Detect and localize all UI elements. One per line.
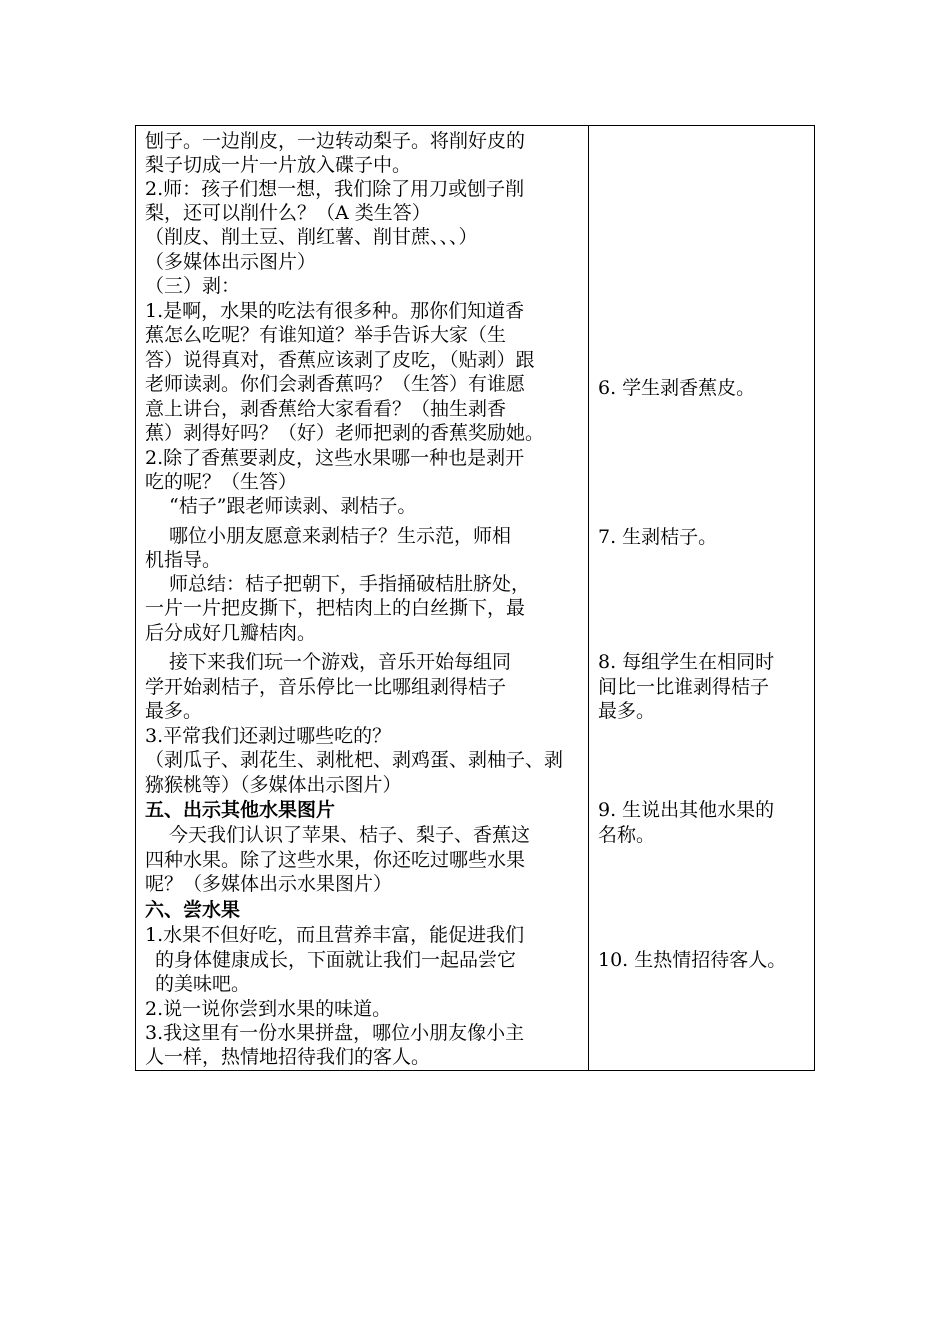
section-heading: 六、尝水果	[145, 899, 241, 921]
student-activity-line: 6. 学生剥香蕉皮。	[598, 377, 756, 399]
text-line: 的身体健康成长，下面就让我们一起品尝它	[155, 949, 517, 971]
text-line: 2.师：孩子们想一想，我们除了用刀或刨子削	[145, 178, 525, 200]
text-line: 蕉）剥得好吗？（好）老师把剥的香蕉奖励她。	[145, 422, 545, 444]
student-activity-line: 7. 生剥桔子。	[598, 526, 718, 548]
text-line: 一片一片把皮撕下，把桔肉上的白丝撕下，最	[145, 597, 526, 619]
text-line: 人一样，热情地招待我们的客人。	[145, 1046, 431, 1068]
student-activity-line: 间比一比谁剥得桔子	[598, 676, 770, 698]
text-line: 老师读剥。你们会剥香蕉吗？（生答）有谁愿	[145, 373, 526, 395]
student-activity-line: 9. 生说出其他水果的	[598, 799, 775, 821]
section-heading: 五、出示其他水果图片	[145, 799, 336, 821]
text-line: 机指导。	[145, 549, 222, 571]
text-line: （三）剥：	[145, 275, 241, 297]
text-line: 蕉怎么吃呢？有谁知道？举手告诉大家（生	[145, 324, 507, 346]
text-line: 梨子切成一片一片放入碟子中。	[145, 154, 412, 176]
text-line: 1.水果不但好吃，而且营养丰富，能促进我们	[145, 924, 525, 946]
text-line: 3.我这里有一份水果拼盘，哪位小朋友像小主	[145, 1022, 525, 1044]
text-line: 1.是啊，水果的吃法有很多种。那你们知道香	[145, 300, 525, 322]
text-line: 师总结：桔子把朝下，手指捅破桔肚脐处，	[169, 573, 531, 595]
text-line: 哪位小朋友愿意来剥桔子？生示范，师相	[169, 525, 512, 547]
text-line: 吃的呢？（生答）	[145, 471, 298, 493]
text-line: 接下来我们玩一个游戏，音乐开始每组同	[169, 651, 512, 673]
text-line: 3.平常我们还剥过哪些吃的？	[145, 725, 392, 747]
text-line: 意上讲台，剥香蕉给大家看看？（抽生剥香	[145, 398, 507, 420]
text-line: 2.除了香蕉要剥皮，这些水果哪一种也是剥开	[145, 447, 525, 469]
student-activity-line: 名称。	[598, 824, 656, 846]
text-line: 学开始剥桔子，音乐停比一比哪组剥得桔子	[145, 676, 507, 698]
text-line: 呢？（多媒体出示水果图片）	[145, 873, 393, 895]
text-line: 答）说得真对，香蕉应该剥了皮吃，（贴剥）跟	[145, 349, 535, 371]
text-line: 猕猴桃等）（多媒体出示图片）	[145, 774, 402, 796]
text-line: 的美味吧。	[155, 973, 251, 995]
text-line: （多媒体出示图片）	[145, 251, 317, 273]
text-line: （剥瓜子、剥花生、剥枇杷、剥鸡蛋、剥柚子、剥	[145, 749, 564, 771]
text-line: 最多。	[145, 700, 203, 722]
student-activity-line: 最多。	[598, 700, 656, 722]
text-line: 2.说一说你尝到水果的味道。	[145, 998, 392, 1020]
student-activity-line: 8. 每组学生在相同时	[598, 651, 775, 673]
text-line: 刨子。一边削皮，一边转动梨子。将削好皮的	[145, 130, 526, 152]
column-divider	[588, 126, 589, 1070]
text-line: （削皮、削土豆、削红薯、削甘蔗、、、）	[145, 226, 478, 248]
student-activity-line: 10. 生热情招待客人。	[598, 949, 787, 971]
text-line: 后分成好几瓣桔肉。	[145, 622, 317, 644]
text-line: 四种水果。除了这些水果，你还吃过哪些水果	[145, 849, 526, 871]
lesson-plan-table	[135, 125, 815, 1071]
text-line: 梨，还可以削什么？（A 类生答）	[145, 202, 431, 224]
text-line: 今天我们认识了苹果、桔子、梨子、香蕉这	[169, 824, 531, 846]
text-line: “桔子”跟老师读剥、剥桔子。	[169, 495, 417, 517]
